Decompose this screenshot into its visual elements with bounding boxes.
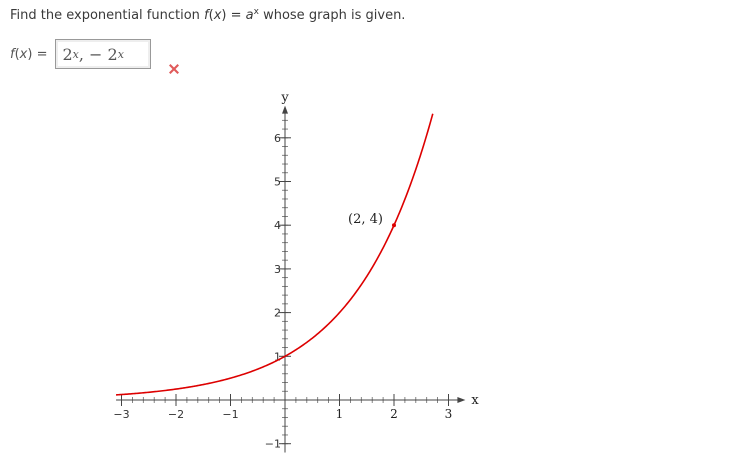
answer-label-variable: x xyxy=(19,46,28,62)
question-prefix: Find the exponential function xyxy=(10,8,205,23)
y-axis-arrow xyxy=(282,106,288,114)
y-tick-label: 6 xyxy=(274,131,281,145)
question-function-name: f xyxy=(204,8,209,23)
y-tick-label: 1 xyxy=(274,350,281,364)
question-paren-open: ( xyxy=(208,8,214,23)
question-variable: x xyxy=(213,8,222,23)
question-suffix: whose graph is given. xyxy=(258,8,406,23)
x-tick-label: −1 xyxy=(222,408,239,421)
answer-label-equals: = xyxy=(32,46,48,62)
answer-label-paren-close: ) xyxy=(27,46,33,62)
question-paren-close: ) xyxy=(221,8,227,23)
y-tick-label: 5 xyxy=(274,175,281,189)
point-marker xyxy=(392,223,396,227)
x-axis-arrow xyxy=(457,397,465,403)
tick-labels xyxy=(113,132,452,451)
x-tick-label: −2 xyxy=(167,408,185,421)
question-equals: = xyxy=(226,8,246,23)
x-axis-label: x xyxy=(471,393,479,408)
answer-label-function: f xyxy=(10,46,15,62)
y-axis-label: y xyxy=(281,90,289,106)
answer-label-paren-open: ( xyxy=(14,46,20,62)
answer-base-2: 2 xyxy=(107,44,118,64)
y-tick-label: 3 xyxy=(274,262,281,276)
x-tick-label: 3 xyxy=(444,407,453,421)
point-label: (2, 4) xyxy=(348,212,383,228)
y-tick-label: −1 xyxy=(264,437,281,451)
axes xyxy=(116,106,465,453)
answer-exponent-1: x xyxy=(72,47,79,61)
y-tick-label: 2 xyxy=(274,306,281,320)
x-tick-label: 2 xyxy=(390,407,398,421)
question-base: a xyxy=(245,8,254,23)
answer-separator: , − xyxy=(78,44,108,64)
answer-base-1: 2 xyxy=(62,44,73,64)
answer-exponent-2: x xyxy=(117,47,124,61)
x-tick-label: 1 xyxy=(335,407,344,421)
x-tick-label: −3 xyxy=(113,408,130,421)
y-tick-label: 4 xyxy=(274,219,281,233)
question-exponent: x xyxy=(253,7,259,17)
